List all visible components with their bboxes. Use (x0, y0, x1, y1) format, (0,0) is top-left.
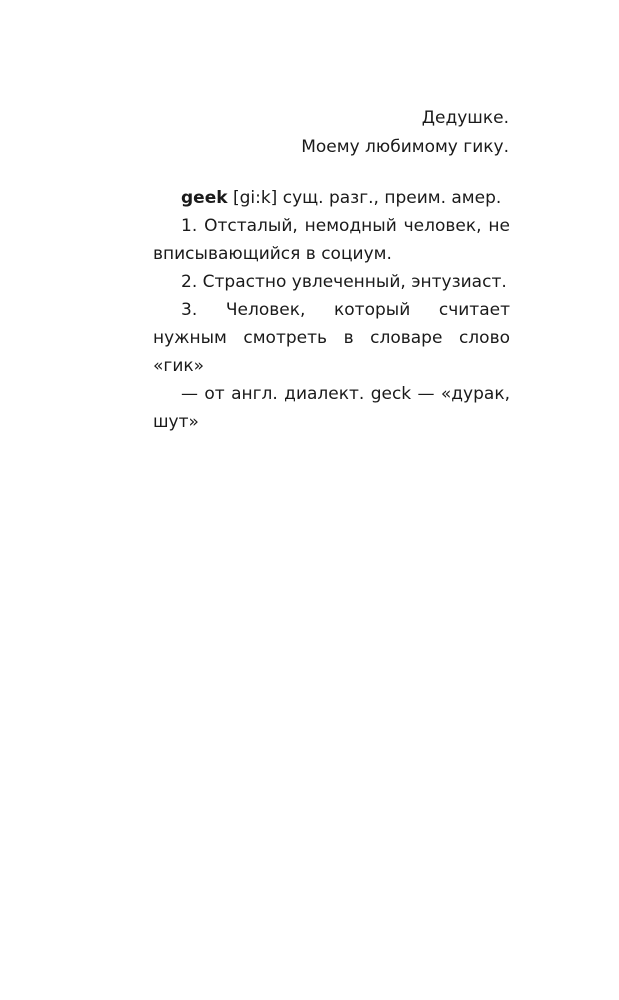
transcription: [gi:k] (227, 188, 283, 208)
dictionary-entry (153, 184, 510, 436)
dedication (301, 104, 509, 162)
sense-3: 3. Человек, который считает нужным смотреть в словаре слово «гик» (153, 300, 510, 376)
sense-1: 1. Отсталый, немодный человек, не вписывающийся в социум. (153, 216, 510, 264)
grammar-note: сущ. разг., преим. амер. (282, 188, 502, 208)
dedication-line-1: Дедушке. (421, 108, 509, 128)
sense-2: 2. Страстно увлеченный, энтузиаст. (181, 272, 507, 292)
etymology: — от англ. диалект. geck — «дурак, шут» (153, 384, 510, 432)
dedication-line-2: Моему любимому гику. (301, 137, 509, 157)
entry-header (153, 184, 510, 212)
headword: geek (181, 188, 228, 208)
